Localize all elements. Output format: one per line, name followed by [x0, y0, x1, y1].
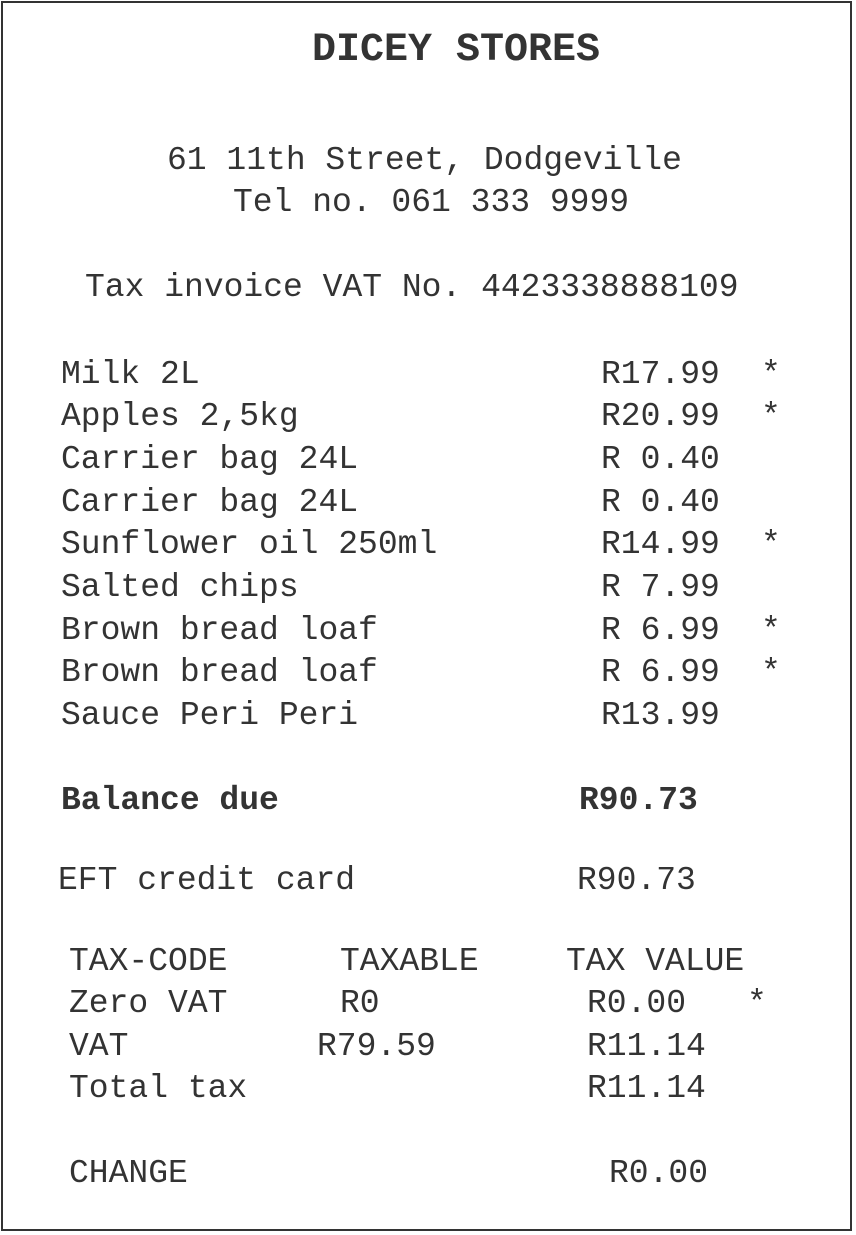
vat-flag: *	[761, 356, 781, 393]
balance-due-value: R90.73	[579, 782, 698, 819]
store-address: 61 11th Street, Dodgeville	[167, 142, 682, 179]
tax-value: R0.00	[587, 985, 687, 1022]
item-name: Apples 2,5kg	[61, 398, 299, 435]
tax-invoice-number: Tax invoice VAT No. 4423338888109	[85, 269, 739, 306]
tax-value: R11.14	[587, 1028, 706, 1065]
change-value: R0.00	[609, 1155, 709, 1192]
tax-header-taxable: TAXABLE	[340, 943, 479, 980]
item-name: Sunflower oil 250ml	[61, 526, 438, 563]
vat-flag: *	[747, 985, 767, 1022]
payment-amount: R90.73	[577, 862, 696, 899]
vat-flag: *	[761, 526, 781, 563]
tax-taxable: R79.59	[317, 1028, 436, 1065]
item-name: Carrier bag 24L	[61, 441, 359, 478]
item-name: Brown bread loaf	[61, 654, 378, 691]
tax-value: R11.14	[587, 1070, 706, 1107]
change-label: CHANGE	[69, 1155, 188, 1192]
tax-taxable: R0	[340, 985, 380, 1022]
tax-code: Total tax	[69, 1070, 248, 1107]
item-price: R 0.40	[601, 484, 720, 521]
item-price: R 0.40	[601, 441, 720, 478]
item-price: R 6.99	[601, 654, 720, 691]
item-price: R20.99	[601, 398, 720, 435]
tax-header-code: TAX-CODE	[69, 943, 228, 980]
item-name: Milk 2L	[61, 356, 200, 393]
item-name: Brown bread loaf	[61, 612, 378, 649]
item-name: Sauce Peri Peri	[61, 697, 359, 734]
tax-code: VAT	[69, 1028, 129, 1065]
payment-method-label: EFT credit card	[58, 862, 356, 899]
vat-flag: *	[761, 654, 781, 691]
balance-due-label: Balance due	[61, 782, 279, 819]
receipt	[1, 1, 852, 1231]
item-price: R14.99	[601, 526, 720, 563]
item-price: R17.99	[601, 356, 720, 393]
store-name: DICEY STORES	[311, 28, 601, 73]
vat-flag: *	[761, 398, 781, 435]
tax-code: Zero VAT	[69, 985, 228, 1022]
vat-flag: *	[761, 612, 781, 649]
item-price: R 6.99	[601, 612, 720, 649]
item-name: Salted chips	[61, 569, 299, 606]
tax-header-value: TAX VALUE	[566, 943, 745, 980]
item-price: R13.99	[601, 697, 720, 734]
item-price: R 7.99	[601, 569, 720, 606]
item-name: Carrier bag 24L	[61, 484, 359, 521]
store-phone: Tel no. 061 333 9999	[233, 184, 630, 221]
